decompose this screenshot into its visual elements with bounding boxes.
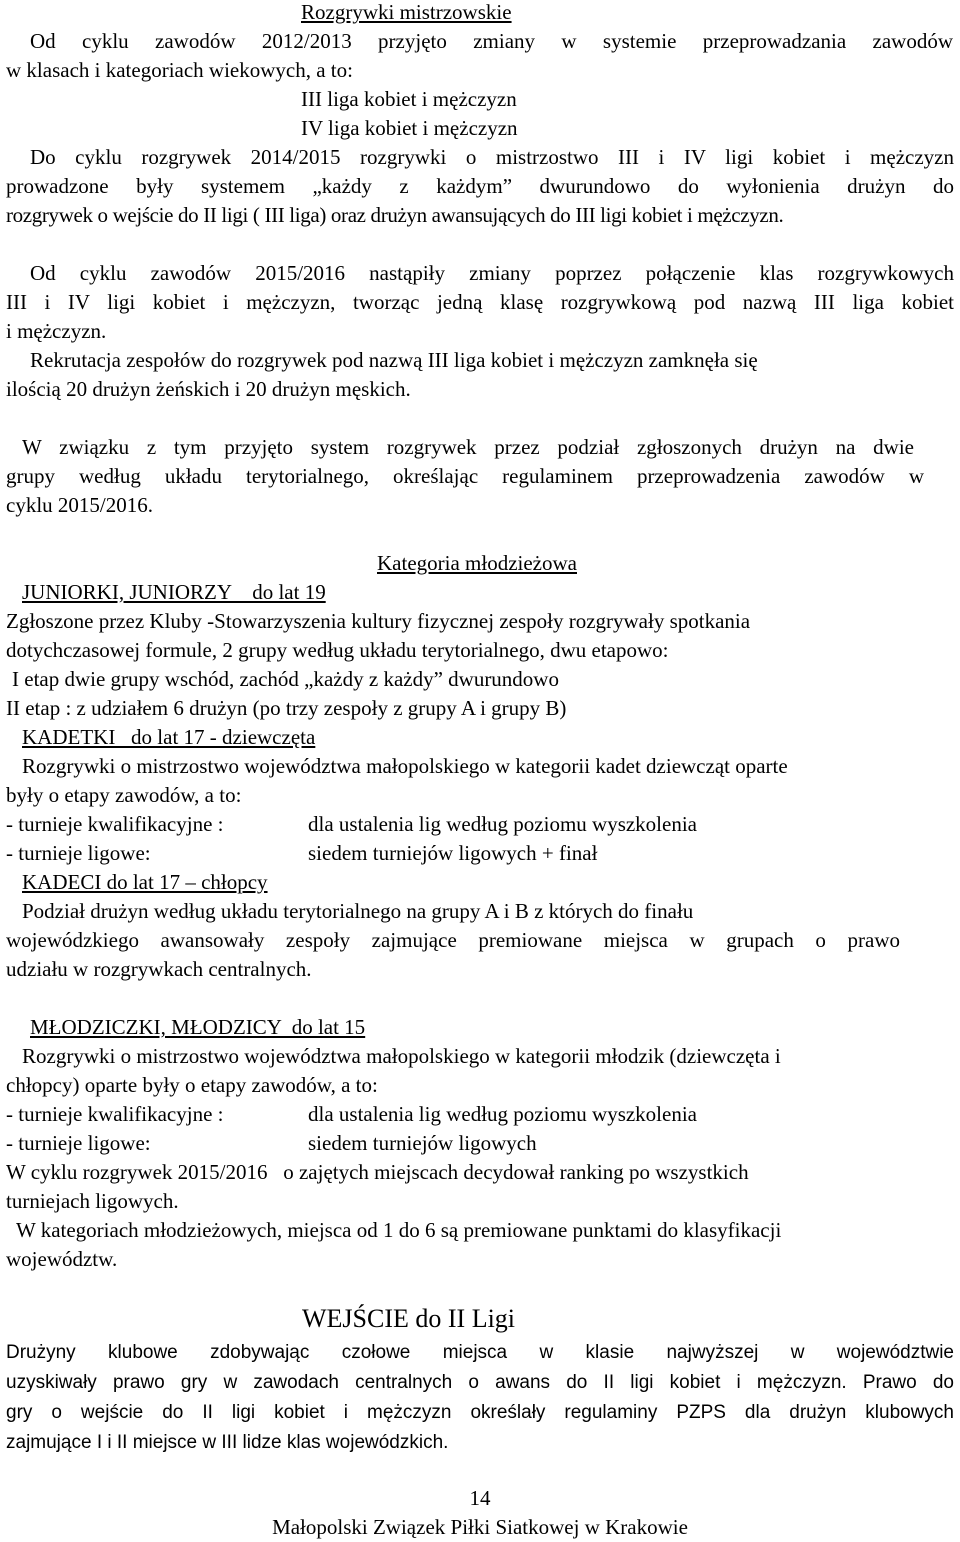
- league-item: IV liga kobiet i mężczyzn: [301, 116, 518, 140]
- paragraph-line: uzyskiwały prawo gry w zawodach centralnych o awans do II ligi kobiet i mężczyzn. Prawo do: [6, 1372, 954, 1393]
- paragraph-line: rozgrywek o wejście do II ligi ( III liga) oraz drużyn awansujących do III ligi kobiet i mężczyzn.: [6, 203, 784, 227]
- paragraph-line: gry o wejście do II ligi kobiet i mężczyzn określały regulaminy PZPS dla drużyn klubowych: [6, 1402, 954, 1423]
- paragraph-line: Rozgrywki o mistrzostwo województwa małopolskiego w kategorii młodzik (dziewczęta i: [22, 1044, 781, 1068]
- list-item-value: dla ustalenia lig według poziomu wyszkolenia: [308, 812, 697, 836]
- paragraph-line: chłopcy) oparte były o etapy zawodów, a to:: [6, 1073, 378, 1097]
- list-item-label: - turnieje kwalifikacyjne :: [6, 1102, 224, 1126]
- paragraph-line: Rekrutacja zespołów do rozgrywek pod nazwą III liga kobiet i mężczyzn zamknęła się: [30, 348, 758, 372]
- paragraph-line: W związku z tym przyjęto system rozgrywek przez podział zgłoszonych drużyn na dwie: [22, 435, 914, 459]
- subheading-cadets-girls: KADETKI do lat 17 - dziewczęta: [22, 725, 316, 749]
- list-item: [6, 1100, 946, 1129]
- subheading-youth: MŁODZICZKI, MŁODZICY do lat 15: [30, 1015, 366, 1039]
- list-item: [6, 810, 946, 839]
- paragraph-line: grupy według układu terytorialnego, określając regulaminem przeprowadzenia zawodów w: [6, 464, 924, 488]
- list-item-label: - turnieje ligowe:: [6, 841, 151, 865]
- list-item-value: dla ustalenia lig według poziomu wyszkolenia: [308, 1102, 697, 1126]
- subheading-juniors: JUNIORKI, JUNIORZY do lat 19: [22, 580, 326, 604]
- paragraph-line: prowadzone były systemem „każdy z każdym” dwurundowo do wyłonienia drużyn do: [6, 174, 954, 198]
- paragraph-line: II etap : z udziałem 6 drużyn (po trzy zespoły z grupy A i grupy B): [6, 696, 567, 720]
- list-item-label: - turnieje ligowe:: [6, 1131, 151, 1155]
- paragraph-line: województw.: [6, 1247, 118, 1271]
- paragraph-line: III i IV ligi kobiet i mężczyzn, tworząc jedną klasę rozgrywkową pod nazwą III liga kobiet: [6, 290, 954, 314]
- list-item: [6, 839, 946, 868]
- page-number: 14: [469, 1486, 491, 1510]
- paragraph-line: W kategoriach młodzieżowych, miejsca od 1 do 6 są premiowane punktami do klasyfikacji: [16, 1218, 782, 1242]
- paragraph-line: W cyklu rozgrywek 2015/2016 o zajętych miejscach decydował ranking po wszystkich: [6, 1160, 749, 1184]
- paragraph-line: Od cyklu zawodów 2015/2016 nastąpiły zmiany poprzez połączenie klas rozgrywkowych: [30, 261, 954, 285]
- section-title-youth-category: Kategoria młodzieżowa: [377, 551, 577, 575]
- list-item: [6, 1129, 946, 1158]
- section-title-promotion: WEJŚCIE do II Ligi: [302, 1304, 516, 1333]
- league-item: III liga kobiet i mężczyzn: [301, 87, 517, 111]
- paragraph-line: wojewódzkiego awansowały zespoły zajmujące premiowane miejsca w grupach o prawo: [6, 928, 900, 952]
- subheading-cadets-boys: KADECI do lat 17 – chłopcy: [22, 870, 268, 894]
- paragraph-line: dotychczasowej formule, 2 grupy według układu terytorialnego, dwu etapowo:: [6, 638, 669, 662]
- paragraph-line: Od cyklu zawodów 2012/2013 przyjęto zmiany w systemie przeprowadzania zawodów: [30, 29, 953, 53]
- paragraph-line: ilością 20 drużyn żeńskich i 20 drużyn męskich.: [6, 377, 411, 401]
- list-item-value: siedem turniejów ligowych: [308, 1131, 537, 1155]
- paragraph-line: zajmujące I i II miejsce w III lidze klas wojewódzkich.: [6, 1432, 449, 1453]
- paragraph-line: Drużyny klubowe zdobywając czołowe miejsca w klasie najwyższej w województwie: [6, 1342, 954, 1363]
- paragraph-line: w klasach i kategoriach wiekowych, a to:: [6, 58, 353, 82]
- paragraph-line: udziału w rozgrywkach centralnych.: [6, 957, 312, 981]
- paragraph-line: i mężczyzn.: [6, 319, 107, 343]
- footer-organization: Małopolski Związek Piłki Siatkowej w Krakowie: [272, 1515, 688, 1539]
- paragraph-line: Zgłoszone przez Kluby -Stowarzyszenia kultury fizycznej zespoły rozgrywały spotkania: [6, 609, 751, 633]
- paragraph-line: Podział drużyn według układu terytorialnego na grupy A i B z których do finału: [22, 899, 694, 923]
- paragraph-line: cyklu 2015/2016.: [6, 493, 153, 517]
- paragraph-line: I etap dwie grupy wschód, zachód „każdy z każdy” dwurundowo: [12, 667, 559, 691]
- paragraph-line: Rozgrywki o mistrzostwo województwa małopolskiego w kategorii kadet dziewcząt oparte: [22, 754, 788, 778]
- list-item-value: siedem turniejów ligowych + finał: [308, 841, 598, 865]
- paragraph-line: turniejach ligowych.: [6, 1189, 179, 1213]
- paragraph-line: Do cyklu rozgrywek 2014/2015 rozgrywki o mistrzostwo III i IV ligi kobiet i mężczyzn: [30, 145, 954, 169]
- paragraph-line: były o etapy zawodów, a to:: [6, 783, 242, 807]
- section-title-championships: Rozgrywki mistrzowskie: [301, 0, 512, 24]
- list-item-label: - turnieje kwalifikacyjne :: [6, 812, 224, 836]
